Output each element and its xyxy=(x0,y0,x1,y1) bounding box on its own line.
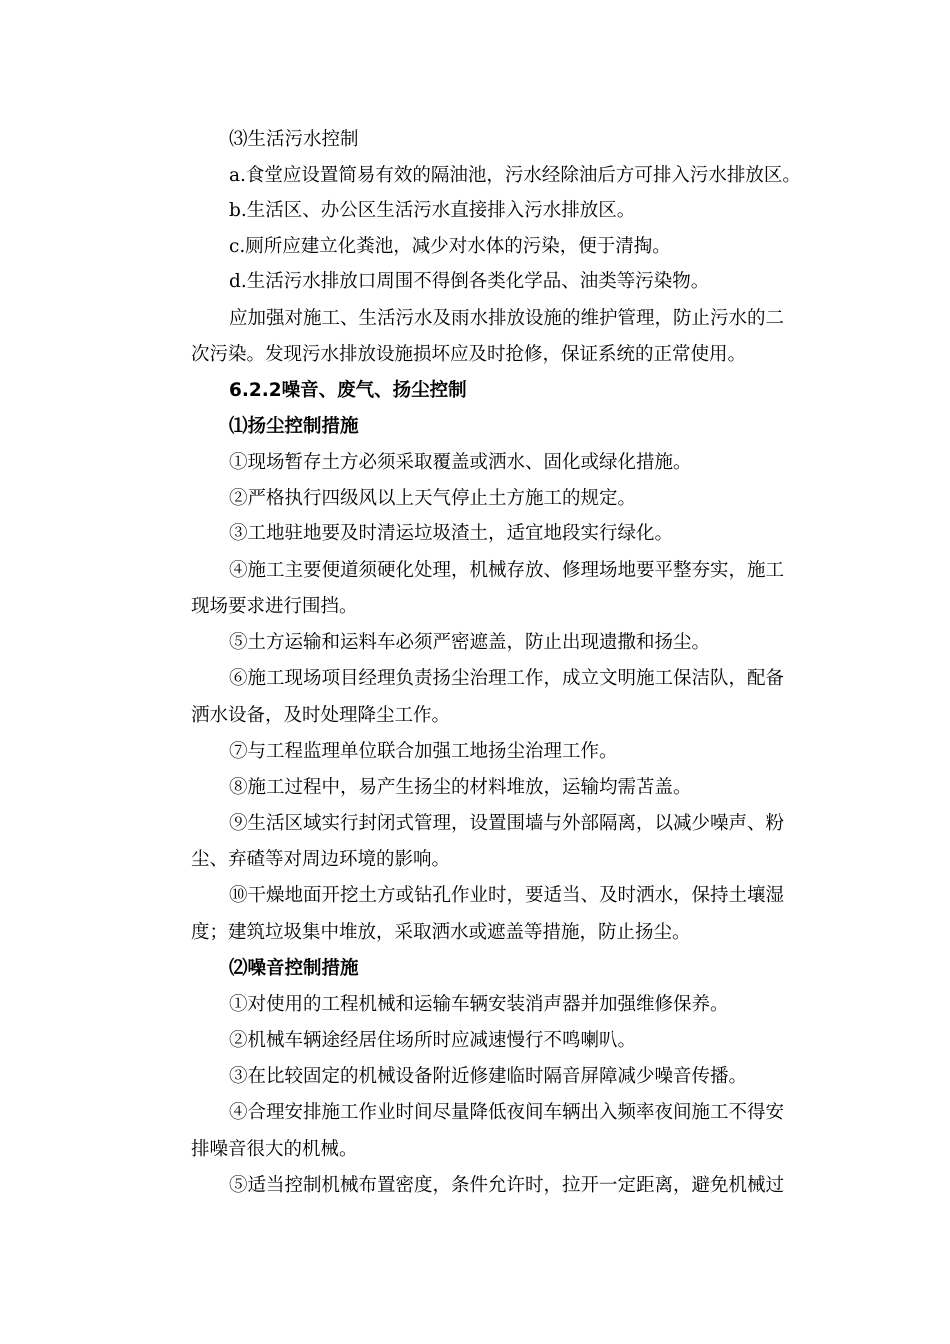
dust-item-5: ⑤土方运输和运料车必须严密遮盖，防止出现遗撒和扬尘。 xyxy=(229,632,711,653)
section-title-6-2-2: 6.2.2噪音、废气、扬尘控制 xyxy=(229,380,467,401)
dust-item-3: ③工地驻地要及时清运垃圾渣土，适宜地段实行绿化。 xyxy=(229,523,674,544)
dust-item-2: ②严格执行四级风以上天气停止土方施工的规定。 xyxy=(229,488,637,509)
noise-item-4-line-2: 排噪音很大的机械。 xyxy=(191,1139,358,1160)
sewage-item-b: b.生活区、办公区生活污水直接排入污水排放区。 xyxy=(229,200,636,221)
dust-item-10-line-2: 度；建筑垃圾集中堆放，采取洒水或遮盖等措施，防止扬尘。 xyxy=(191,922,691,943)
maintenance-paragraph-line-1: 应加强对施工、生活污水及雨水排放设施的维护管理，防止污水的二 xyxy=(229,308,785,329)
noise-item-4-line-1: ④合理安排施工作业时间尽量降低夜间车辆出入频率夜间施工不得安 xyxy=(229,1102,785,1123)
dust-control-heading: ⑴扬尘控制措施 xyxy=(229,416,359,437)
dust-item-6-line-2: 洒水设备，及时处理降尘工作。 xyxy=(191,705,451,726)
dust-item-7: ⑦与工程监理单位联合加强工地扬尘治理工作。 xyxy=(229,741,618,762)
dust-item-9-line-2: 尘、弃碴等对周边环境的影响。 xyxy=(191,849,451,870)
dust-item-6-line-1: ⑥施工现场项目经理负责扬尘治理工作，成立文明施工保洁队，配备 xyxy=(229,668,785,689)
noise-item-1: ①对使用的工程机械和运输车辆安装消声器并加强维修保养。 xyxy=(229,994,729,1015)
dust-item-1: ①现场暂存土方必须采取覆盖或洒水、固化或绿化措施。 xyxy=(229,452,692,473)
noise-item-5: ⑤适当控制机械布置密度，条件允许时，拉开一定距离，避免机械过 xyxy=(229,1175,785,1196)
noise-control-heading: ⑵噪音控制措施 xyxy=(229,958,359,979)
dust-item-4-line-2: 现场要求进行围挡。 xyxy=(191,596,358,617)
dust-item-8: ⑧施工过程中，易产生扬尘的材料堆放，运输均需苫盖。 xyxy=(229,777,692,798)
maintenance-paragraph-line-2: 次污染。发现污水排放设施损坏应及时抢修，保证系统的正常使用。 xyxy=(191,344,747,365)
sewage-item-c: c.厕所应建立化粪池，减少对水体的污染，便于清掏。 xyxy=(229,236,671,257)
dust-item-9-line-1: ⑨生活区域实行封闭式管理，设置围墙与外部隔离，以减少噪声、粉 xyxy=(229,813,785,834)
sewage-item-a: a.食堂应设置简易有效的隔油池，污水经除油后方可排入污水排放区。 xyxy=(229,165,801,186)
sewage-item-d: d.生活污水排放口周围不得倒各类化学品、油类等污染物。 xyxy=(229,271,710,292)
noise-item-2: ②机械车辆途经居住场所时应减速慢行不鸣喇叭。 xyxy=(229,1030,637,1051)
noise-item-3: ③在比较固定的机械设备附近修建临时隔音屏障减少噪音传播。 xyxy=(229,1066,748,1087)
dust-item-4-line-1: ④施工主要便道须硬化处理，机械存放、修理场地要平整夯实，施工 xyxy=(229,560,785,581)
dust-item-10-line-1: ⑩干燥地面开挖土方或钻孔作业时，要适当、及时洒水，保持土壤湿 xyxy=(229,885,785,906)
section-heading-sewage: ⑶生活污水控制 xyxy=(229,129,359,150)
